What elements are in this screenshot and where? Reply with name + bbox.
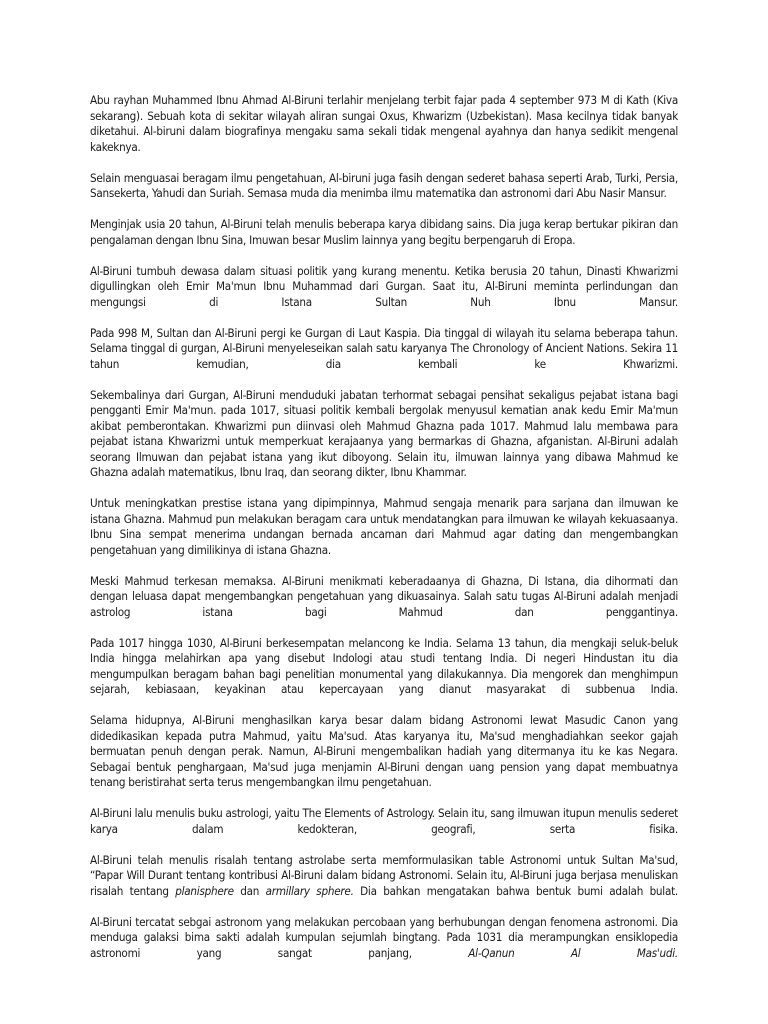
paragraph-4: Al-Biruni tumbuh dewasa dalam situasi politik yang kurang menentu. Ketika berusia 20 tahun, Dinasti Khwarizmi digullingkan oleh Emir Ma'mun Ibnu Muhammad dari Gurgan. Saat itu, Al-Biruni meminta perlindungan dan mengungsi di Istana Sultan Nuh Ibnu Mansur. bbox=[90, 263, 678, 309]
paragraph-12 bbox=[90, 853, 678, 900]
paragraph-10: Selama hidupnya, Al-Biruni menghasilkan karya besar dalam bidang Astronomi lewat Masudic Canon yang didedikasikan kepada putra Mahmud, yaitu Ma'sud. Atas karyanya itu, Ma'sud menghadiahkan seekor gajah bermuatan penuh dengan perak. Namun, Al-Biruni mengembalikan hadiah yang ditermanya itu ke kas Negara. Sebagai bentuk penghargaan, Ma'sud juga menjamin Al-Biruni dengan uang pension yang dapat membuatnya tenang beristirahat serta terus mengembangkan ilmu pengetahuan. bbox=[90, 713, 678, 789]
paragraph-12-text-after: Dia bahkan mengatakan bahwa bentuk bumi adalah bulat. bbox=[353, 883, 678, 898]
paragraph-5: Pada 998 M, Sultan dan Al-Biruni pergi ke Gurgan di Laut Kaspia. Dia tinggal di wilayah itu selama beberapa tahun. Selama tinggal di gurgan, Al-Biruni menyeleseikan salah satu karyanya The Chronology of Ancient Nations. Sekira 11 tahun kemudian, dia kembali ke Khwarizmi. bbox=[90, 325, 678, 371]
paragraph-9: Pada 1017 hingga 1030, Al-Biruni berkesempatan melancong ke India. Selama 13 tahun, dia mengkaji seluk-beluk India hingga melahirkan apa yang disebut Indologi atau studi tentang India. Di negeri Hindustan itu dia mengumpulkan beragam bahan bagi penelitian monumental yang dilakukannya. Dia mengorek dan menghimpun sejarah, kebiasaan, keyakinan atau kepercayaan yang dianut masyarakat di subbenua India. bbox=[90, 635, 678, 696]
paragraph-12-italic-armillary: armillary sphere. bbox=[265, 883, 354, 898]
paragraph-13-italic-title: Al-Qanun Al Mas'udi. bbox=[468, 945, 678, 960]
paragraph-1: Abu rayhan Muhammed Ibnu Ahmad Al-Biruni terlahir menjelang terbit fajar pada 4 september 973 M di Kath (Kiva sekarang). Sebuah kota di sekitar wilayah aliran sungai Oxus, Khwarizm (Uzbekistan). Masa kecilnya tidak banyak diketahui. Al-biruni dalam biografinya mengaku sama sekali tidak mengenal ayahnya dan hanya sedikit mengenal kakeknya. bbox=[90, 93, 678, 154]
paragraph-12-italic-planisphere: planisphere bbox=[175, 883, 234, 898]
paragraph-2: Selain menguasai beragam ilmu pengetahuan, Al-biruni juga fasih dengan sederet bahasa seperti Arab, Turki, Persia, Sansekerta, Yahudi dan Suriah. Semasa muda dia menimba ilmu matematika dan astronomi dari Abu Nasir Mansur. bbox=[90, 170, 678, 200]
paragraph-13 bbox=[90, 915, 678, 962]
paragraph-3: Menginjak usia 20 tahun, Al-Biruni telah menulis beberapa karya dibidang sains. Dia juga kerap bertukar pikiran dan pengalaman dengan Ibnu Sina, Imuwan besar Muslim lainnya yang begitu berpengaruh di Eropa. bbox=[90, 217, 678, 247]
document-body bbox=[90, 93, 678, 977]
paragraph-11: Al-Biruni lalu menulis buku astrologi, yaitu The Elements of Astrology. Selain itu, sang ilmuwan itupun menulis sederet karya dalam kedokteran, geografi, serta fisika. bbox=[90, 806, 678, 836]
paragraph-7: Untuk meningkatkan prestise istana yang dipimpinnya, Mahmud sengaja menarik para sarjana dan ilmuwan ke istana Ghazna. Mahmud pun melakukan beragam cara untuk mendatangkan para ilmuwan ke wilayah kekuasaanya. Ibnu Sina sempat menerima undangan bernada ancaman dari Mahmud agar dating dan mengembangkan pengetahuan yang dimilikinya di istana Ghazna. bbox=[90, 496, 678, 557]
paragraph-12-text-mid: dan bbox=[233, 883, 266, 898]
paragraph-6: Sekembalinya dari Gurgan, Al-Biruni menduduki jabatan terhormat sebagai pensihat sekaligus pejabat istana bagi pengganti Emir Ma'mun. pada 1017, situasi politik kembali bergolak menyusul kematian anak kedu Emir Ma'mun akibat pemberontakan. Khwarizmi pun diinvasi oleh Mahmud Ghazna pada 1017. Mahmud lalu membawa para pejabat istana Khwarizmi untuk memperkuat kerajaanya yang bermarkas di Ghazna, afganistan. Al-Biruni adalah seorang Ilmuwan dan pejabat istana yang ikut diboyong. Selain itu, ilmuwan lainnya yang dibawa Mahmud ke Ghazna adalah matematikus, Ibnu Iraq, dan seorang dikter, Ibnu Khammar. bbox=[90, 387, 678, 479]
paragraph-12-text-before: Al-Biruni telah menulis risalah tentang astrolabe serta memformulasikan table Astronomi untuk Sultan Ma'sud, “Papar Will Durant tentang kontribusi Al-Biruni dalam bidang Astronomi. Selain itu, Al-Biruni juga berjasa menuliskan risalah tentang bbox=[90, 852, 678, 898]
paragraph-8: Meski Mahmud terkesan memaksa. Al-Biruni menikmati keberadaanya di Ghazna, Di Istana, dia dihormati dan dengan leluasa dapat mengembangkan pengetahuan yang dikuasainya. Salah satu tugas Al-Biruni adalah menjadi astrolog istana bagi Mahmud dan penggantinya. bbox=[90, 573, 678, 619]
paragraph-13-text-before: Al-Biruni tercatat sebgai astronom yang melakukan percobaan yang berhubungan dengan fenomena astronomi. Dia menduga galaksi bima sakti adalah kumpulan sejumlah bingtang. Pada 1031 dia merampungkan ensiklopedia astronomi yang sangat panjang, bbox=[90, 914, 678, 960]
